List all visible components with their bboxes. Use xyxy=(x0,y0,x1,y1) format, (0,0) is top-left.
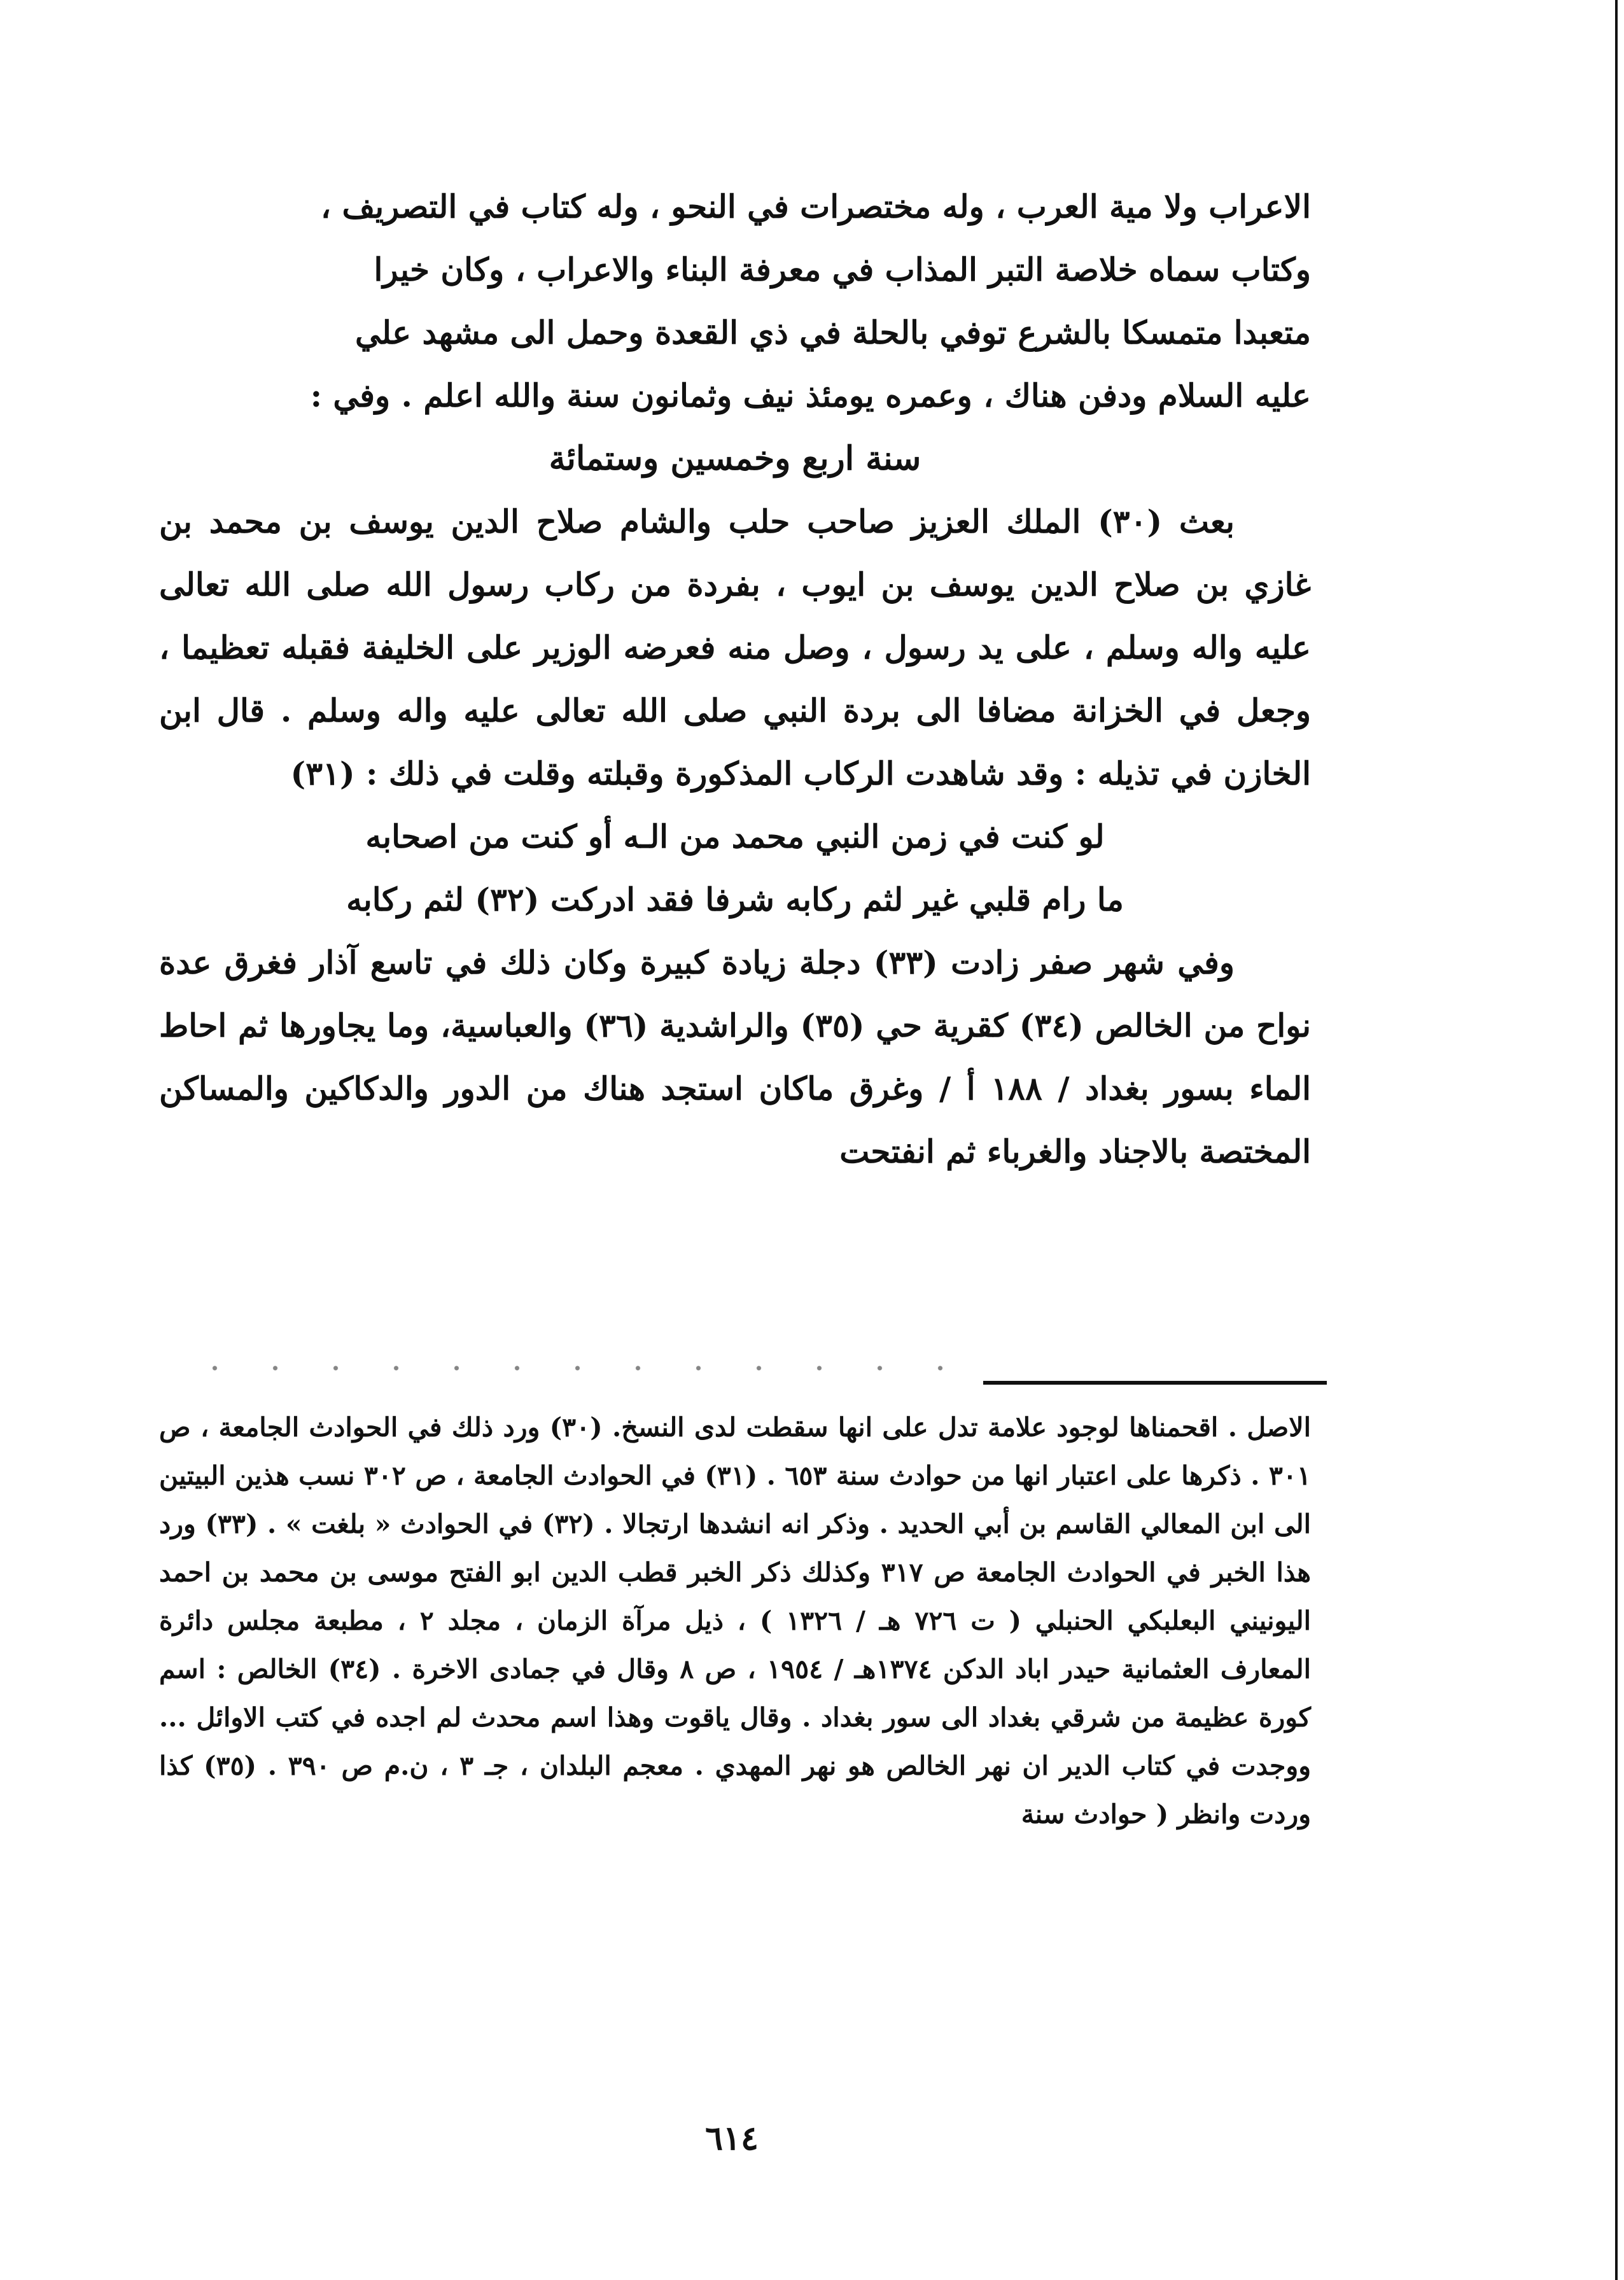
main-text xyxy=(159,175,1311,1183)
section-heading: سنة اربع وخمسين وستمائة xyxy=(549,439,921,478)
paragraph-1: بعث (٣٠) الملك العزيز صاحب حلب والشام صلاح الدين يوسف بن محمد بن غازي بن صلاح الدين يوسف بن ايوب ، بفردة من ركاب رسول الله صلى الله تعالى عليه واله وسلم ، على يد رسول ، وصل منه فعرضه الوزير على الخليفة فقبله تعظيما ، وجعل في الخزانة مضافا الى بردة النبي صلى الله تعالى عليه واله وسلم . قال ابن الخازن في تذيله : وقد شاهدت الركاب المذكورة وقبلته وقلت في ذلك : (٣١) xyxy=(159,503,1311,792)
verse-line-1: لو كنت في زمن النبي محمد من الـه أو كنت من اصحابه xyxy=(365,818,1105,855)
footnotes xyxy=(159,1403,1311,1838)
intro-line: وكتاب سماه خلاصة التبر المذاب في معرفة البناء والاعراب ، وكان خيرا xyxy=(374,251,1311,288)
footnote-separator xyxy=(983,1381,1327,1385)
footnote-text: الاصل . اقحمناها لوجود علامة تدل على انها سقطت لدى النسخ. (٣٠) ورد ذلك في الحوادث الجامعة ، ص ٣٠١ . ذكرها على اعتبار انها من حوادث سنة ٦٥٣ . (٣١) في الحوادث الجامعة ، ص ٣٠٢ نسب هذين البيتين الى ابن المعالي القاسم بن أبي الحديد . وذكر انه انشدها ارتجالا . (٣٢) في الحوادث « بلغت » . (٣٣) ورد هذا الخبر في الحوادث الجامعة ص ٣١٧ وكذلك ذكر الخبر قطب الدين ابو الفتح موسى بن محمد بن احمد اليونيني البعلبكي الحنبلي ( ت ٧٢٦ هـ / ١٣٢٦ ) ، ذيل مرآة الزمان ، مجلد ٢ ، مطبعة مجلس دائرة المعارف العثمانية حيدر اباد الدكن ١٣٧٤هـ / ١٩٥٤ ، ص ٨ وقال في جمادى الاخرة . (٣٤) الخالص : اسم كورة عظيمة من شرقي بغداد الى سور بغداد . وقال ياقوت وهذا اسم محدث لم اجده في كتب الاوائل ... ووجدت في كتاب الدير ان نهر الخالص هو نهر المهدي . معجم البلدان ، جـ ٣ ، ن.م ص ٣٩٠ . (٣٥) كذا وردت وانظر ( حوادث سنة xyxy=(159,1412,1312,1829)
paragraph-2: وفي شهر صفر زادت (٣٣) دجلة زيادة كبيرة وكان ذلك في تاسع آذار فغرق عدة نواح من الخالص (٣٤) كقرية حي (٣٥) والراشدية (٣٦) والعباسية، وما يجاورها ثم احاط الماء بسور بغداد / ١٨٨ أ / وغرق ماكان استجد هناك من الدور والدكاكين والمساكن المختصة بالاجناد والغرباء ثم انفتحت xyxy=(159,944,1311,1170)
verse-line-2: ما رام قلبي غير لثم ركابه شرفا فقد ادركت (٣٢) لثم ركابه xyxy=(346,881,1124,918)
page-edge-rule xyxy=(1615,0,1618,2280)
intro-line: الاعراب ولا مية العرب ، وله مختصرات في النحو ، وله كتاب في التصريف ، xyxy=(320,188,1311,225)
intro-line: عليه السلام ودفن هناك ، وعمره يومئذ نيف وثمانون سنة والله اعلم . وفي : xyxy=(310,377,1311,414)
page-number: ٦١٤ xyxy=(705,2119,759,2158)
intro-line: متعبدا متمسكا بالشرع توفي بالحلة في ذي القعدة وحمل الى مشهد علي xyxy=(354,314,1311,351)
scan-noise-dots xyxy=(185,1362,948,1374)
